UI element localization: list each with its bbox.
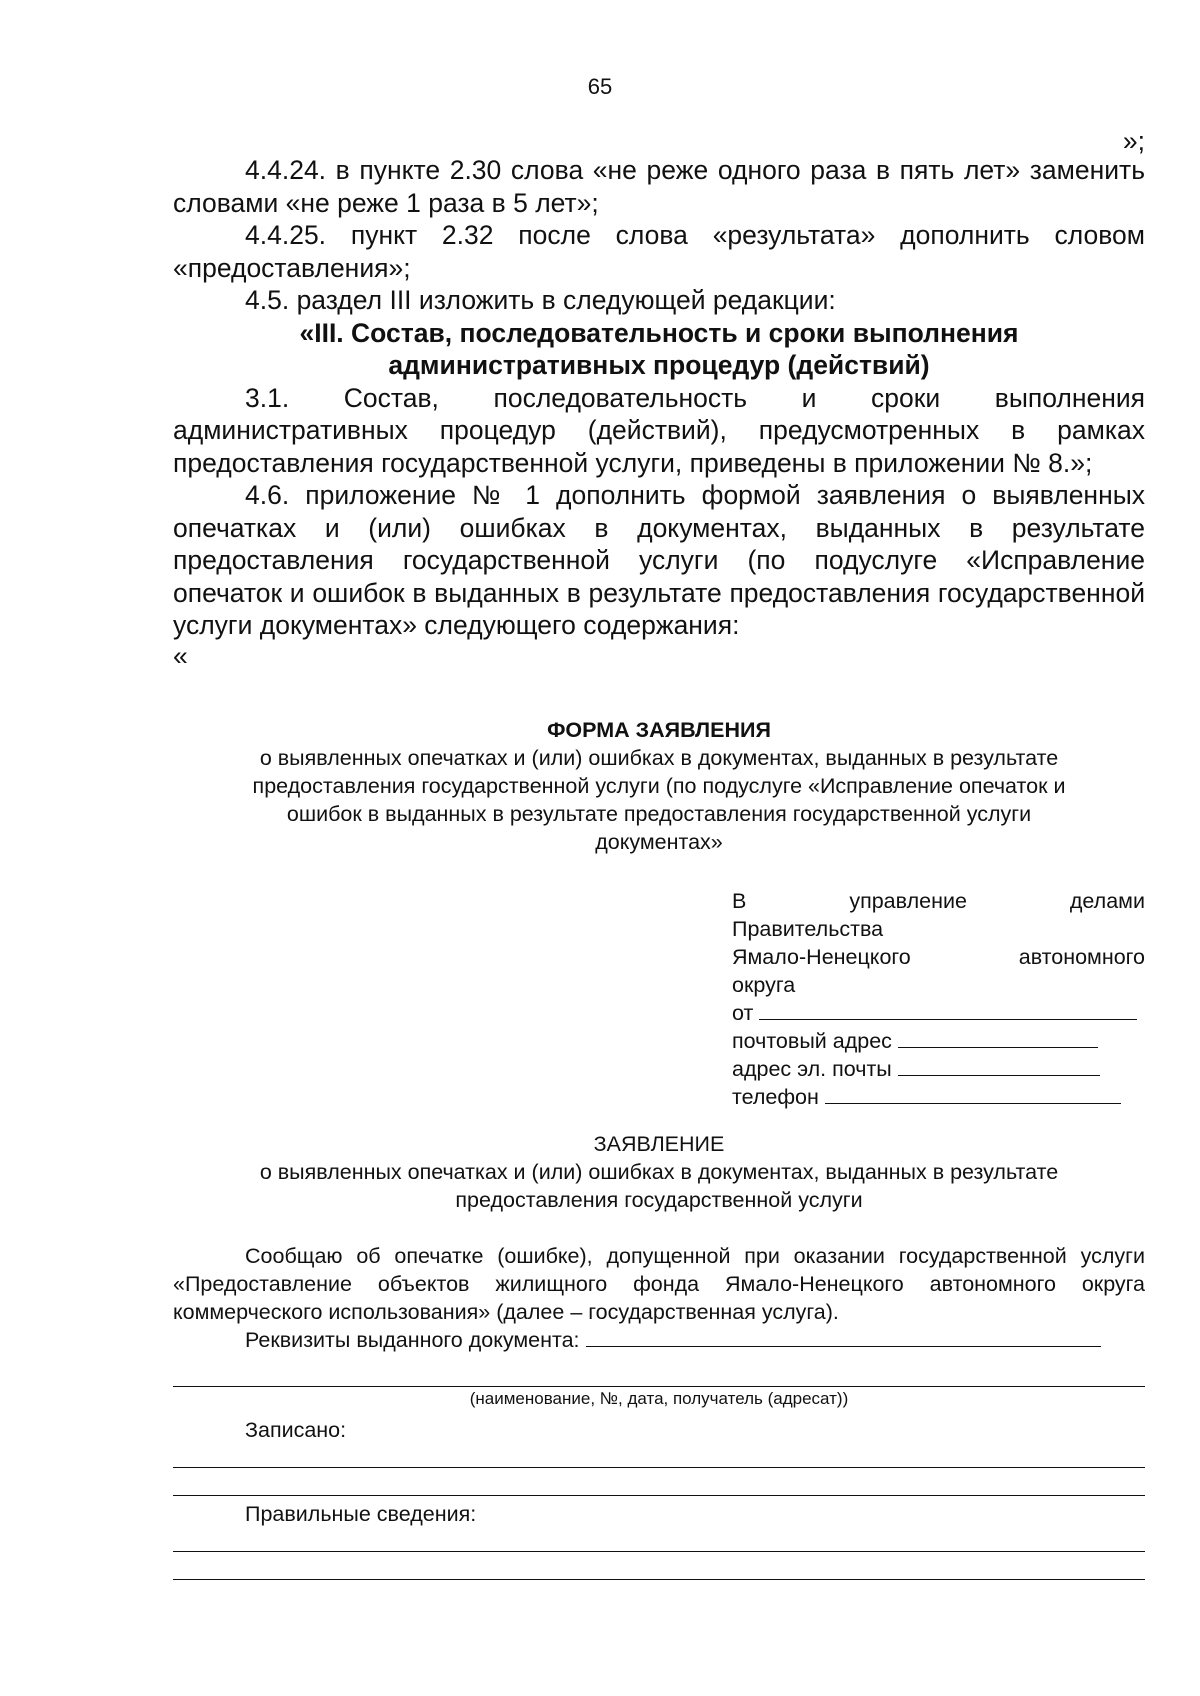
addressee-block [732,887,1145,1111]
statement-subtitle-line-1: о выявленных опечатках и (или) ошибках в документах, выданных в результате [259,1160,1059,1184]
requisites-second-line[interactable] [173,1386,1145,1387]
amendments-block [173,128,1145,670]
paragraph-4-5: 4.5. раздел III изложить в следующей редакции: [245,285,836,315]
written-label: Записано: [245,1418,347,1442]
paragraph-4-6: 4.6. приложение № 1 дополнить формой заявления о выявленных опечатках и (или) ошибках в документах, выданных в результате предоставления государственной услуги (по подуслуге «Исправление опечаток и ошибок в выданных в результате предоставления государственной услуги документах» следующего содержания: [173,480,1145,640]
requisites-blank-line[interactable] [586,1326,1101,1347]
paragraph-4-4-25: 4.4.25. пункт 2.32 после слова «результата» дополнить словом «предоставления»; [173,220,1145,283]
postal-address-blank-line[interactable] [898,1027,1098,1048]
statement-title: ЗАЯВЛЕНИЕ [593,1132,725,1156]
postal-address-field[interactable]: почтовый адрес [732,1027,1145,1055]
written-line-1[interactable] [173,1467,1145,1468]
form-subtitle-line-2: предоставления государственной услуги (по подуслуге «Исправление опечаток и [252,774,1066,798]
correct-info-line-2[interactable] [173,1579,1145,1580]
phone-blank-line[interactable] [825,1083,1121,1104]
phone-field[interactable]: телефон [732,1083,1145,1111]
addressee-line-3: Ямало-Ненецкого автономного [732,945,1145,969]
statement-body: Сообщаю об опечатке (ошибке), допущенной при оказании государственной услуги «Предоставление объектов жилищного фонда Ямало-Ненецкого автономного округа коммерческого использования» (далее – государственная услуга). [173,1244,1145,1324]
form-title: ФОРМА ЗАЯВЛЕНИЯ [547,718,771,742]
from-blank-line[interactable] [759,999,1137,1020]
section-title-line-2: административных процедур (действий) [388,350,930,380]
addressee-line-2: Правительства [732,917,884,941]
addressee-line-4: округа [732,973,796,997]
form-header [173,716,1145,856]
requisites-field[interactable]: Реквизиты выданного документа: [173,1326,1145,1354]
form-subtitle-line-1: о выявленных опечатках и (или) ошибках в документах, выданных в результате [259,746,1059,770]
statement-block [173,1130,1145,1354]
correct-info-line-1[interactable] [173,1551,1145,1552]
statement-subtitle-line-2: предоставления государственной услуги [455,1188,863,1212]
email-field[interactable]: адрес эл. почты [732,1055,1145,1083]
written-line-2[interactable] [173,1495,1145,1496]
open-quote: « [173,640,188,671]
paragraph-3-1: 3.1. Состав, последовательность и сроки выполнения административных процедур (действий), предусмотренных в рамках предоставления государственной услуги, приведены в приложении № 8.»; [173,382,1145,478]
requisites-hint: (наименование, №, дата, получатель (адресат)) [469,1389,849,1408]
from-field[interactable]: от [732,999,1145,1027]
closing-quote: »; [1122,126,1145,156]
form-subtitle-line-3: ошибок в выданных в результате предоставления государственной услуги [286,802,1032,826]
email-blank-line[interactable] [898,1055,1100,1076]
addressee-line-1: В управление делами [732,889,1145,913]
form-subtitle-line-4: документах» [595,830,723,854]
correct-info-label: Правильные сведения: [245,1502,477,1526]
page-number: 65 [587,74,613,99]
paragraph-4-4-24: 4.4.24. в пункте 2.30 слова «не реже одного раза в пять лет» заменить словами «не реже 1 раза в 5 лет»; [173,155,1145,218]
section-title-line-1: «III. Состав, последовательность и сроки выполнения [299,317,1019,348]
